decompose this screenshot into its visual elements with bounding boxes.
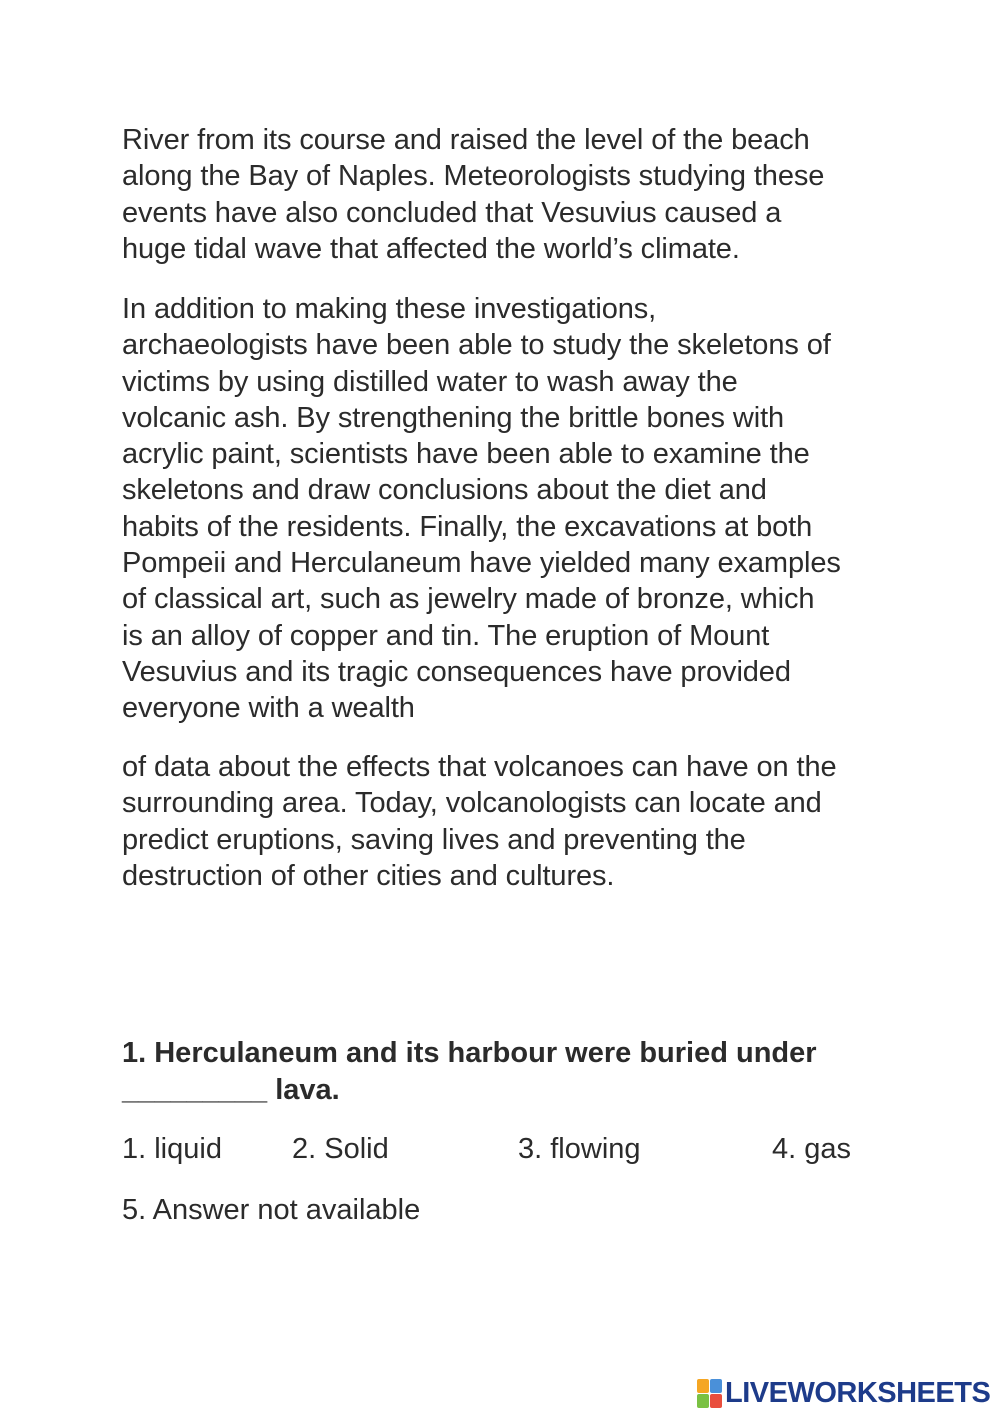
passage-line: along the Bay of Naples. Meteorologists studying these bbox=[122, 160, 825, 193]
passage-line: Pompeii and Herculaneum have yielded many examples bbox=[122, 547, 841, 580]
answer-option-solid[interactable]: 2. Solid bbox=[292, 1133, 389, 1165]
question-1-prompt bbox=[122, 1035, 902, 1108]
passage-line: destruction of other cities and cultures. bbox=[122, 859, 615, 892]
question-line: 1. Herculaneum and its harbour were buried under bbox=[122, 1037, 817, 1069]
passage-line: events have also concluded that Vesuvius caused a bbox=[122, 196, 782, 229]
passage-line: of classical art, such as jewelry made of bronze, which bbox=[122, 583, 815, 616]
answer-option-flowing[interactable]: 3. flowing bbox=[518, 1133, 641, 1165]
passage-line: skeletons and draw conclusions about the diet and bbox=[122, 474, 767, 507]
passage-line: predict eruptions, saving lives and preventing the bbox=[122, 823, 746, 856]
passage-line: of data about the effects that volcanoes can have on the bbox=[122, 751, 837, 783]
passage-paragraph-3 bbox=[122, 749, 892, 894]
logo-text: LIVEWORKSHEETS bbox=[725, 1376, 991, 1409]
passage-line: victims by using distilled water to wash away the bbox=[122, 365, 738, 398]
answer-option-liquid[interactable]: 1. liquid bbox=[122, 1133, 222, 1165]
passage-paragraph-2 bbox=[122, 291, 892, 727]
answer-option-not-available[interactable]: 5. Answer not available bbox=[122, 1194, 421, 1226]
passage-line: acrylic paint, scientists have been able to examine the bbox=[122, 438, 810, 471]
passage-paragraph-1 bbox=[122, 122, 892, 267]
question-line-blank: _________ lava. bbox=[122, 1073, 340, 1106]
liveworksheets-logo-icon bbox=[697, 1377, 723, 1409]
passage-line: In addition to making these investigations, bbox=[122, 293, 657, 325]
passage-line: is an alloy of copper and tin. The eruption of Mount bbox=[122, 619, 770, 652]
passage-line: huge tidal wave that affected the world’s climate. bbox=[122, 232, 740, 265]
passage-line: Vesuvius and its tragic consequences have provided bbox=[122, 655, 791, 688]
answer-option-gas[interactable]: 4. gas bbox=[772, 1133, 851, 1165]
passage-line: surrounding area. Today, volcanologists can locate and bbox=[122, 787, 822, 820]
passage-line: habits of the residents. Finally, the excavations at both bbox=[122, 510, 813, 543]
liveworksheets-logo bbox=[697, 1375, 990, 1411]
passage-line: archaeologists have been able to study the skeletons of bbox=[122, 329, 831, 362]
passage-line: River from its course and raised the level of the beach bbox=[122, 124, 810, 156]
passage-line: volcanic ash. By strengthening the brittle bones with bbox=[122, 401, 785, 434]
passage-line: everyone with a wealth bbox=[122, 692, 415, 725]
